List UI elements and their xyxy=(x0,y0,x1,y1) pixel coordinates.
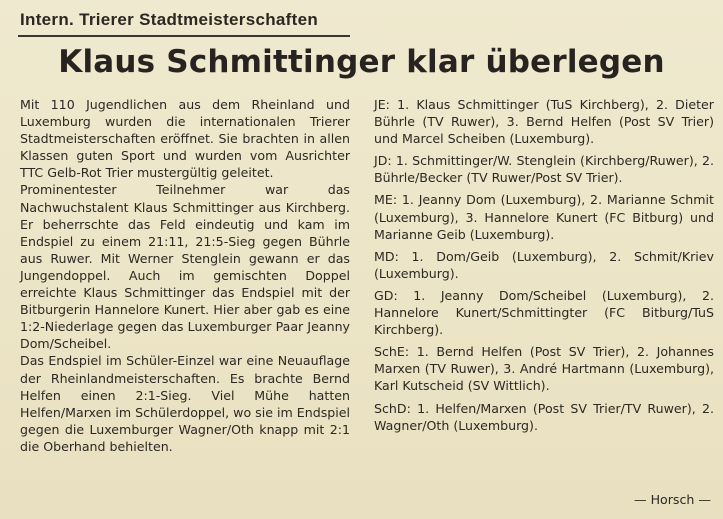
result-pupil-doubles: SchD: 1. Helfen/Marxen (Post SV Trier/TV Ruwer), 2. Wagner/Oth (Luxemburg). xyxy=(374,400,714,433)
article-paragraph: Mit 110 Jugendlichen aus dem Rheinland und Luxemburg wurden die internationalen Trierer Stadtmeisterschaften eröffnet. Sie brachten in allen Klassen guten Sport und wurden vom Ausrichter TTC Gelb-Rot Trier mustergültig geleitet. xyxy=(20,97,350,181)
section-rule xyxy=(18,35,350,37)
section-title: Intern. Trierer Stadtmeisterschaften xyxy=(20,10,319,29)
result-junior-doubles: JD: 1. Schmittinger/W. Stenglein (Kirchberg/Ruwer), 2. Bührle/Becker (TV Ruwer/Post SV Trier). xyxy=(374,153,714,186)
article-paragraph: Das Endspiel im Schüler-Einzel war eine Neuauflage der Rheinlandmeisterschaften. Es brachte Bernd Helfen einen 2:1-Sieg. Viel Mühe hatten Helfen/Marxen im Schülerdoppel, wo sie im Endspiel gegen die Luxemburger Wagner/Oth knapp mit 2:1 die Oberhand behielten. xyxy=(20,353,350,454)
result-junior-singles: JE: 1. Klaus Schmittinger (TuS Kirchberg), 2. Dieter Bührle (TV Ruwer), 3. Bernd Helfen (Post SV Trier) und Marcel Scheiben (Luxemburg). xyxy=(374,97,714,147)
results-right-column xyxy=(374,96,714,439)
result-girls-doubles: MD: 1. Dom/Geib (Luxemburg), 2. Schmit/Kriev (Luxemburg). xyxy=(374,248,714,281)
headline: Klaus Schmittinger klar überlegen xyxy=(58,44,665,80)
result-girls-singles: ME: 1. Jeanny Dom (Luxemburg), 2. Marianne Schmit (Luxemburg), 3. Hannelore Kunert (FC Bitburg) und Marianne Geib (Luxemburg). xyxy=(374,192,714,242)
result-mixed-doubles: GD: 1. Jeanny Dom/Scheibel (Luxemburg), 2. Hannelore Kunert/Schmittingter (FC Bitburg/TuS Kirchberg). xyxy=(374,287,714,338)
article-paragraph: Prominentester Teilnehmer war das Nachwuchstalent Klaus Schmittinger aus Kirchberg. Er beherrschte das Feld eindeutig und kam im Endspiel zu einem 21:11, 21:5-Sieg gegen Bührle aus Ruwer. Mit Werner Stenglein gewann er das Jungendoppel. Auch im gemischten Doppel erreichte Klaus Schmittinger das Endspiel mit der Bitburgerin Hannelore Kunert. Hier aber gab es eine 1:2-Niederlage gegen das Luxemburger Paar Jeanny Dom/Scheibel. xyxy=(20,182,350,352)
result-pupil-singles: SchE: 1. Bernd Helfen (Post SV Trier), 2. Johannes Marxen (TV Ruwer), 3. André Hartmann (Luxemburg), Karl Kutscheid (SV Wittlich). xyxy=(374,344,714,394)
article-body-left-column xyxy=(20,96,350,455)
author-byline: — Horsch — xyxy=(633,492,711,507)
